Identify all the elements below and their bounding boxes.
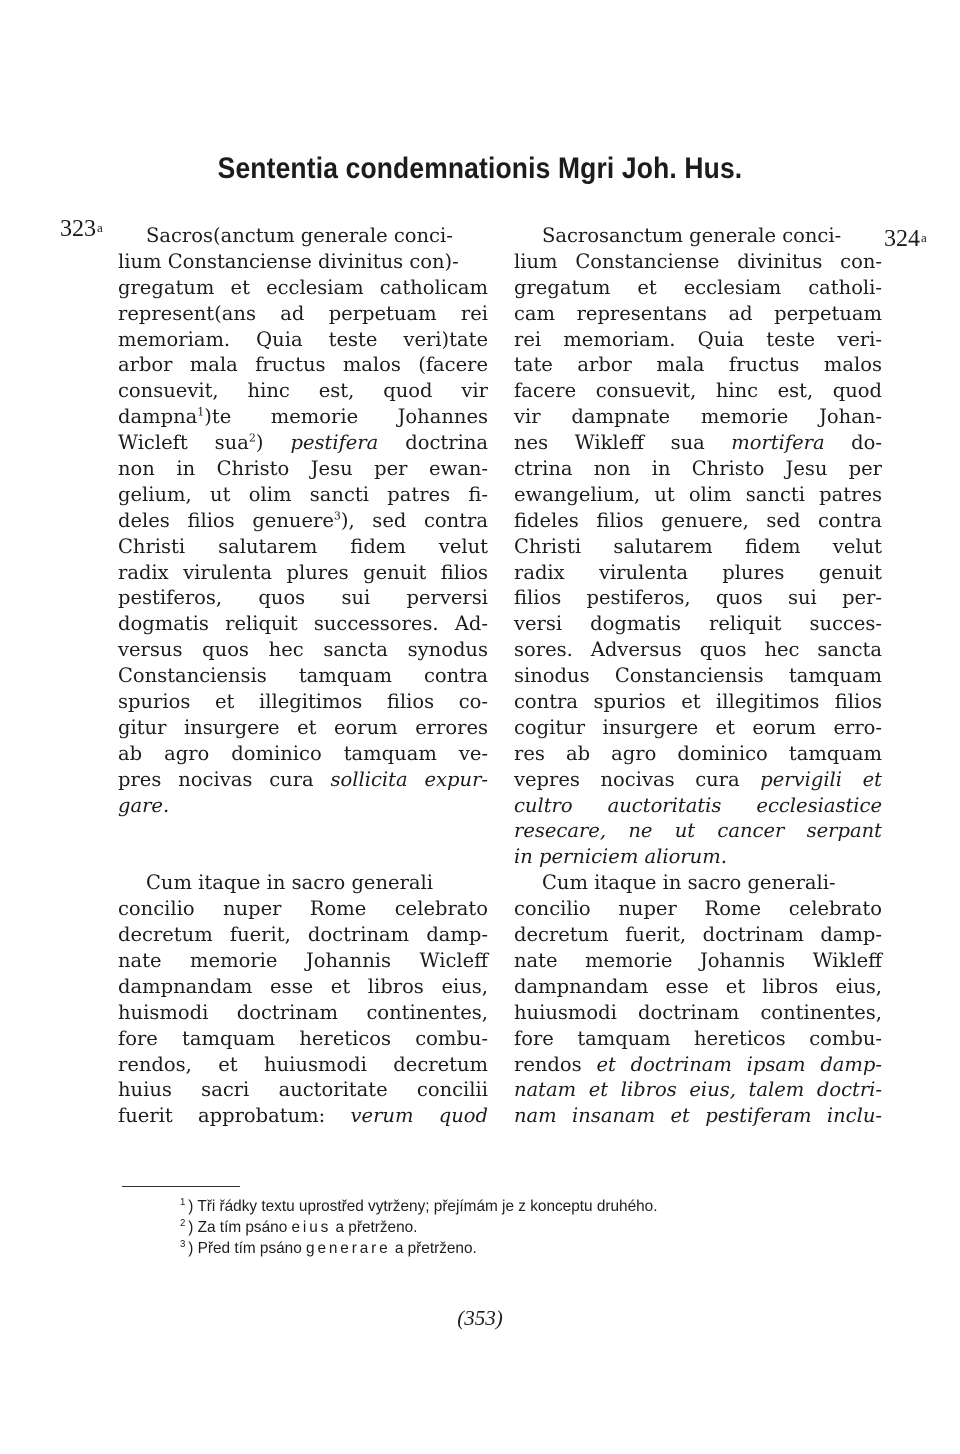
text-line: deles filios genuere$^3$), sed contra	[118, 508, 488, 532]
text-line: fuerit approbatum: verum quod	[118, 1104, 488, 1128]
text-line: nate memorie Johannis Wicleff	[118, 948, 488, 972]
text-line: cogitur insurgere et eorum erro-	[514, 715, 882, 739]
text-line: in perniciem aliorum.	[514, 845, 727, 869]
text-line: dogmatis reliquit successores. Ad-	[118, 612, 488, 636]
text-line: res ab agro dominico tamquam	[514, 741, 882, 765]
text-line: ab agro dominico tamquam ve-	[118, 741, 488, 765]
text-line: rendos, et huiusmodi decretum	[118, 1052, 488, 1076]
text-line: fideles filios genuere, sed contra	[514, 508, 882, 532]
text-line: memoriam. Quia teste veri)tate	[118, 327, 488, 351]
page-title: Sententia condemnationis Mgri Joh. Hus.	[217, 152, 743, 185]
text-line: huius sacri auctoritate concilii	[118, 1078, 488, 1102]
text-line: contra spurios et illegitimos filios	[514, 690, 882, 714]
text-line: gregatum et ecclesiam catholi-	[514, 275, 882, 299]
text-line: dampnandam esse et libros eius,	[118, 974, 488, 998]
text-line: decretum fuerit, doctrinam damp-	[118, 923, 488, 947]
text-line: sores. Adversus quos hec sancta	[514, 638, 882, 662]
text-line: vepres nocivas cura pervigili et	[514, 767, 882, 791]
right-column-text	[514, 223, 882, 1129]
text-line: dampna$^1$)te memorie Johannes	[118, 405, 488, 429]
text-line: nes Wikleff sua mortifera do-	[514, 431, 882, 455]
text-line: vir dampnate memorie Johan-	[514, 405, 882, 429]
text-line: represent(ans ad perpetuam rei	[118, 301, 488, 325]
text-line: nate memorie Johannis Wikleff	[514, 948, 882, 972]
text-line: Sacrosanctum generale conci-	[542, 224, 842, 247]
text-line: arbor mala fructus malos (facere	[118, 353, 488, 377]
left-column-text	[118, 223, 488, 1129]
text-line: non in Christo Jesu per ewan-	[118, 457, 488, 481]
footnotes	[180, 1196, 871, 1259]
text-line	[118, 844, 488, 870]
text-line: decretum fuerit, doctrinam damp-	[514, 923, 882, 947]
text-line: filios pestiferos, quos sui per-	[514, 586, 882, 610]
text-line: facere consuevit, hinc est, quod	[514, 379, 882, 403]
text-line: resecare, ne ut cancer serpant	[514, 819, 882, 843]
text-line: sinodus Constanciensis tamquam	[514, 664, 882, 688]
text-line: lium Constanciense divinitus con-	[514, 249, 882, 273]
footnote: $^3$ ) Před tím psáno generare a přetrženo.	[180, 1238, 477, 1257]
text-line: ewangelium, ut olim sancti patres	[514, 482, 882, 506]
footnote-divider	[122, 1186, 240, 1187]
text-line: rei memoriam. Quia teste veri-	[514, 327, 882, 351]
text-line: concilio nuper Rome celebrato	[514, 897, 882, 921]
text-line: gare.	[118, 793, 170, 817]
text-line: tate arbor mala fructus malos	[514, 353, 882, 377]
folio-mark-right: 324$^a$	[884, 226, 927, 252]
text-line: consuevit, hinc est, quod vir	[118, 379, 488, 403]
text-line: Cum itaque in sacro generali-	[542, 871, 836, 895]
text-line: huiusmodi doctrinam continentes,	[514, 1000, 882, 1024]
text-line: Sacros(anctum generale conci-	[146, 224, 453, 247]
text-line: versus quos hec sancta synodus	[118, 638, 488, 662]
text-line: ctrina non in Christo Jesu per	[514, 457, 882, 481]
text-line: nam insanam et pestiferam inclu-	[514, 1104, 882, 1128]
text-line: pestiferos, quos sui perversi	[118, 586, 488, 610]
text-line: radix virulenta plures genuit	[514, 560, 882, 584]
text-line: dampnandam esse et libros eius,	[514, 974, 882, 998]
text-line: lium Constanciense divinitus con)-	[118, 249, 459, 273]
footnote: $^1$ ) Tři řádky textu uprostřed vytrženy; přejímám je z konceptu druhého.	[180, 1196, 658, 1215]
text-line: Constanciensis tamquam contra	[118, 664, 488, 688]
text-line: spurios et illegitimos filios co-	[118, 690, 488, 714]
text-line: fore tamquam hereticos combu-	[514, 1026, 882, 1050]
text-line: gitur insurgere et eorum errores	[118, 715, 488, 739]
text-line: Christi salutarem fidem velut	[514, 534, 882, 558]
text-line: natam et libros eius, talem doctri-	[514, 1078, 882, 1102]
text-line: rendos et doctrinam ipsam damp-	[514, 1052, 882, 1076]
text-line: fore tamquam hereticos combu-	[118, 1026, 488, 1050]
folio-mark-left: 323$^a$	[60, 216, 103, 242]
text-line: Christi salutarem fidem velut	[118, 534, 488, 558]
text-line: gelium, ut olim sancti patres fi-	[118, 482, 488, 506]
text-line: versi dogmatis reliquit succes-	[514, 612, 882, 636]
text-line	[118, 818, 488, 844]
page-number: (353)	[457, 1306, 503, 1330]
text-line: huismodi doctrinam continentes,	[118, 1000, 488, 1024]
text-line: radix virulenta plures genuit filios	[118, 560, 488, 584]
text-line: gregatum et ecclesiam catholicam	[118, 275, 488, 299]
text-line: cultro auctoritatis ecclesiastice	[514, 793, 882, 817]
text-line: Cum itaque in sacro generali	[146, 871, 433, 895]
text-line: concilio nuper Rome celebrato	[118, 897, 488, 921]
footnote: $^2$ ) Za tím psáno eius a přetrženo.	[180, 1217, 418, 1236]
text-line: cam representans ad perpetuam	[514, 301, 882, 325]
text-line: pres nocivas cura sollicita expur-	[118, 767, 488, 791]
text-line: Wicleft sua$^2$) pestifera doctrina	[118, 431, 489, 455]
